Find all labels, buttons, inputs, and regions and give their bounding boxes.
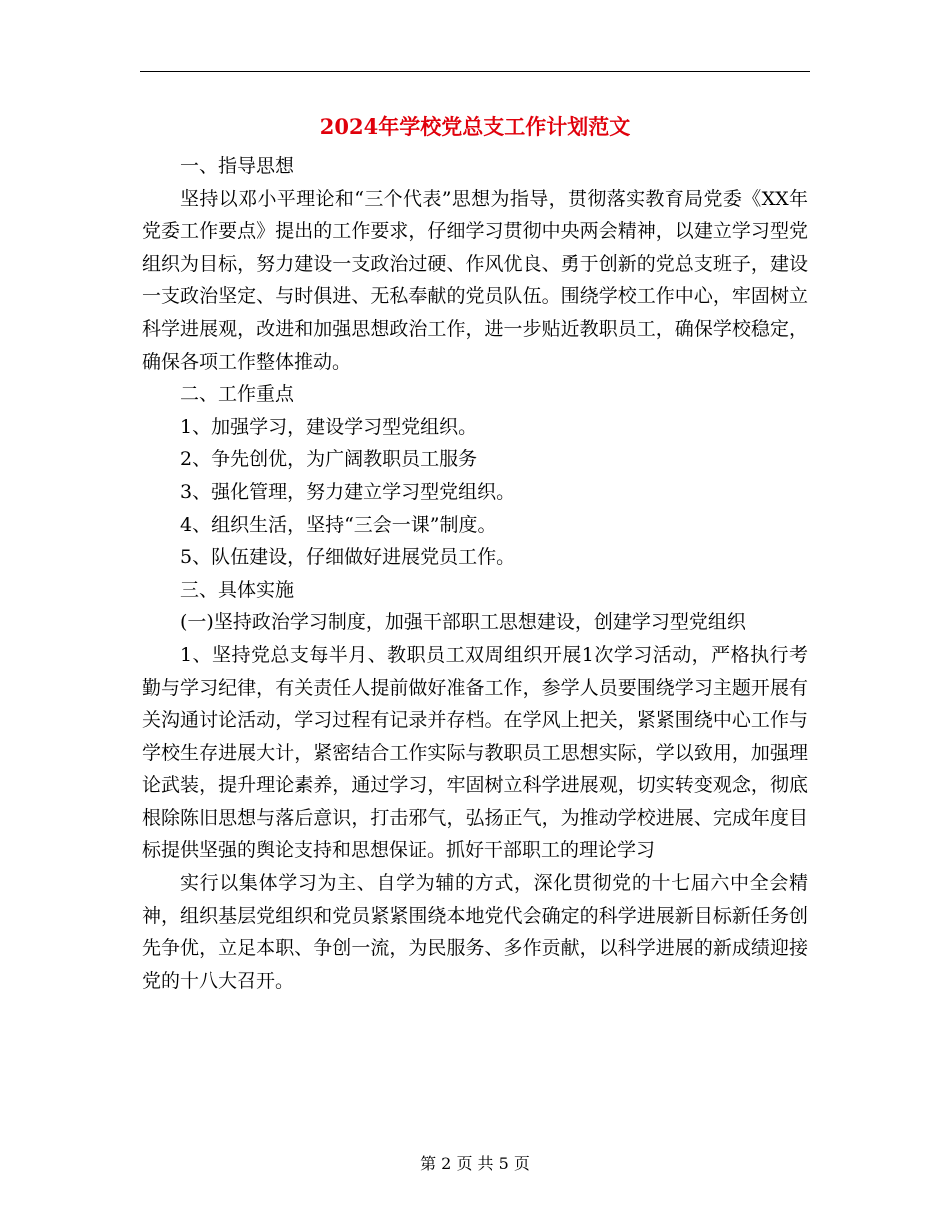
list-item: 3、强化管理，努力建立学习型党组织。 xyxy=(180,480,516,503)
body-paragraph: 1、坚持党总支每半月、教职员工双周组织开展1次学习活动，严格执行考勤与学习纪律，有关责任人提前做好准备工作，参学人员要围绕学习主题开展有关沟通讨论活动，学习过程有记录并存档。在学风上把关，紧紧围绕中心工作与学校生存进展大计，紧密结合工作实际与教职员工思想实际，学以致用，加强理论武装，提升理论素养，通过学习，牢固树立科学进展观，切实转变观念，彻底根除陈旧思想与落后意识，打击邪气，弘扬正气，为推动学校进展、完成年度目标提供坚强的舆论支持和思想保证。抓好干部职工的理论学习 xyxy=(142,643,808,862)
section-heading-work-focus: 二、工作重点 xyxy=(180,383,295,406)
list-item: 1、加强学习，建设学习型党组织。 xyxy=(180,415,478,438)
document-title: 2024年学校党总支工作计划范文 xyxy=(319,114,631,139)
list-item: 5、队伍建设，仔细做好进展党员工作。 xyxy=(180,546,516,569)
page-footer: 第 2 页 共 5 页 xyxy=(420,1154,530,1173)
header-rule xyxy=(140,71,810,72)
section-heading-guiding-ideology: 一、指导思想 xyxy=(180,155,295,177)
body-paragraph: 坚持以邓小平理论和“三个代表”思想为指导，贯彻落实教育局党委《XX年党委工作要点》提出的工作要求，仔细学习贯彻中央两会精神，以建立学习型党组织为目标，努力建设一支政治过硬、作风优良、勇于创新的党总支班子，建设一支政治坚定、与时俱进、无私奉献的党员队伍。围绕学校工作中心，牢固树立科学进展观，改进和加强思想政治工作，进一步贴近教职员工，确保学校稳定，确保各项工作整体推动。 xyxy=(142,187,808,373)
section-heading-implementation: 三、具体实施 xyxy=(180,578,295,601)
list-item: 2、争先创优，为广阔教职员工服务 xyxy=(180,448,478,471)
subsection-heading: (一)坚持政治学习制度，加强干部职工思想建设，创建学习型党组织 xyxy=(180,611,746,634)
list-item: 4、组织生活，坚持“三会一课”制度。 xyxy=(180,513,497,536)
document-body xyxy=(142,150,808,997)
body-paragraph: 实行以集体学习为主、自学为辅的方式，深化贯彻党的十七届六中全会精神，组织基层党组织和党员紧紧围绕本地党代会确定的科学进展新目标新任务创先争优，立足本职、争创一流，为民服务、多作贡献，以科学进展的新成绩迎接党的十八大召开。 xyxy=(142,872,808,992)
